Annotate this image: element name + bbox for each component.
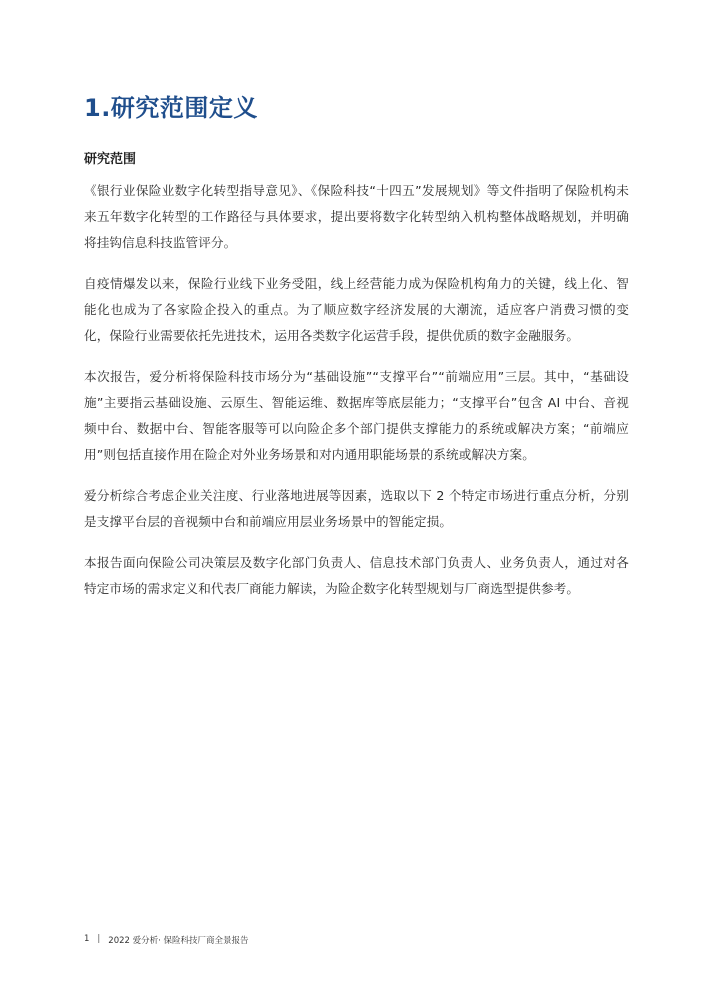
paragraph: 爱分析综合考虑企业关注度、行业落地进展等因素，选取以下 2 个特定市场进行重点分析，分别是支撑平台层的音视频中台和前端应用层业务场景中的智能定损。	[84, 488, 629, 529]
paragraph: 《银行业保险业数字化转型指导意见》、《保险科技“十四五”发展规划》等文件指明了保险机构未来五年数字化转型的工作路径与具体要求，提出要将数字化转型纳入机构整体战略规划，并明确将挂钩信息科技监管评分。	[84, 183, 629, 250]
page-footer	[84, 934, 249, 946]
report-title: 2022 爱分析· 保险科技厂商全景报告	[108, 936, 249, 946]
body-text	[84, 178, 629, 617]
page-number: 1	[84, 934, 90, 944]
paragraph: 本报告面向保险公司决策层及数字化部门负责人、信息技术部门负责人、业务负责人，通过对各特定市场的需求定义和代表厂商能力解读，为险企数字化转型规划与厂商选型提供参考。	[84, 555, 629, 596]
section-title: 1.研究范围定义	[84, 94, 258, 122]
section-subtitle: 研究范围	[84, 152, 137, 167]
footer-separator: |	[97, 934, 101, 944]
paragraph: 自疫情爆发以来，保险行业线下业务受阻，线上经营能力成为保险机构角力的关键，线上化、智能化也成为了各家险企投入的重点。为了顺应数字经济发展的大潮流，适应客户消费习惯的变化，保险行业需要依托先进技术，运用各类数字化运营手段，提供优质的数字金融服务。	[84, 276, 629, 343]
paragraph: 本次报告，爱分析将保险科技市场分为“基础设施”“支撑平台”“前端应用”三层。其中，“基础设施”主要指云基础设施、云原生、智能运维、数据库等底层能力；“支撑平台”包含 AI 中台、音视频中台、数据中台、智能客服等可以向险企多个部门提供支撑能力的系统或解决方案；“前端应用”则包括直接作用在险企对外业务场景和对内通用职能场景的系统或解决方案。	[84, 369, 629, 462]
